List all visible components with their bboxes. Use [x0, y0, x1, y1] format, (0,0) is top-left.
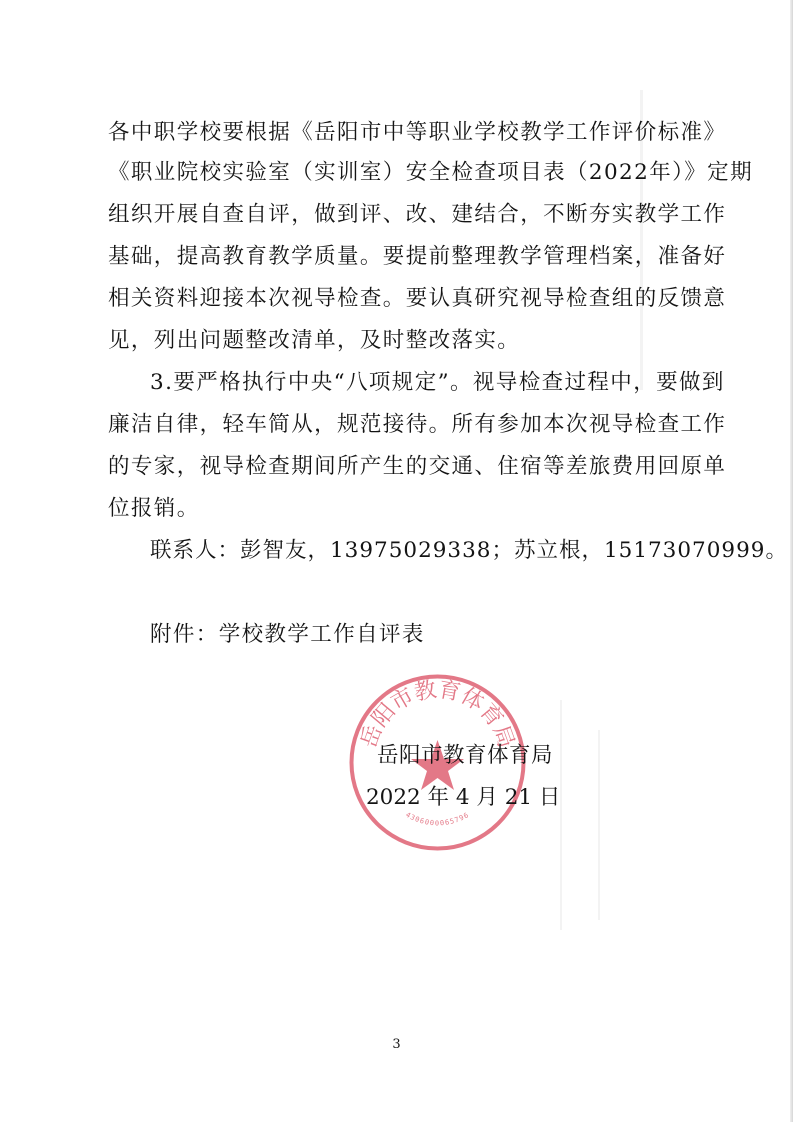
issue-date: 2022 年 4 月 21 日	[366, 785, 561, 810]
seal-text: 岳阳市教育体育局	[356, 677, 519, 752]
bleed-through-mark	[598, 730, 600, 920]
seal-code: 4306000065796	[404, 810, 471, 828]
body-line: 位报销。	[108, 496, 200, 521]
body-line: 各中职学校要根据《岳阳市中等职业学校教学工作评价标准》	[108, 120, 727, 145]
body-line: 见，列出问题整改清单，及时整改落实。	[108, 328, 521, 353]
contact-line: 联系人：彭智友，13975029338；苏立根，15173070999。	[150, 538, 788, 563]
body-line: 相关资料迎接本次视导检查。要认真研究视导检查组的反馈意	[108, 286, 727, 311]
issuer: 岳阳市教育体育局	[377, 743, 554, 768]
body-line: 《职业院校实验室（实训室）安全检查项目表（2022年）》定期	[108, 160, 753, 185]
page-number: 3	[392, 1037, 401, 1052]
body-line: 3.要严格执行中央“八项规定”。视导检查过程中，要做到	[150, 370, 725, 395]
body-line: 的专家，视导检查期间所产生的交通、住宿等差旅费用回原单	[108, 454, 727, 479]
bleed-through-mark	[560, 700, 562, 930]
attachment-line: 附件：学校教学工作自评表	[150, 622, 425, 647]
body-line: 组织开展自查自评，做到评、改、建结合，不断夯实教学工作	[108, 202, 727, 227]
body-line: 廉洁自律，轻车简从，规范接待。所有参加本次视导检查工作	[108, 412, 727, 437]
body-line: 基础，提高教育教学质量。要提前整理教学管理档案，准备好	[108, 244, 727, 269]
